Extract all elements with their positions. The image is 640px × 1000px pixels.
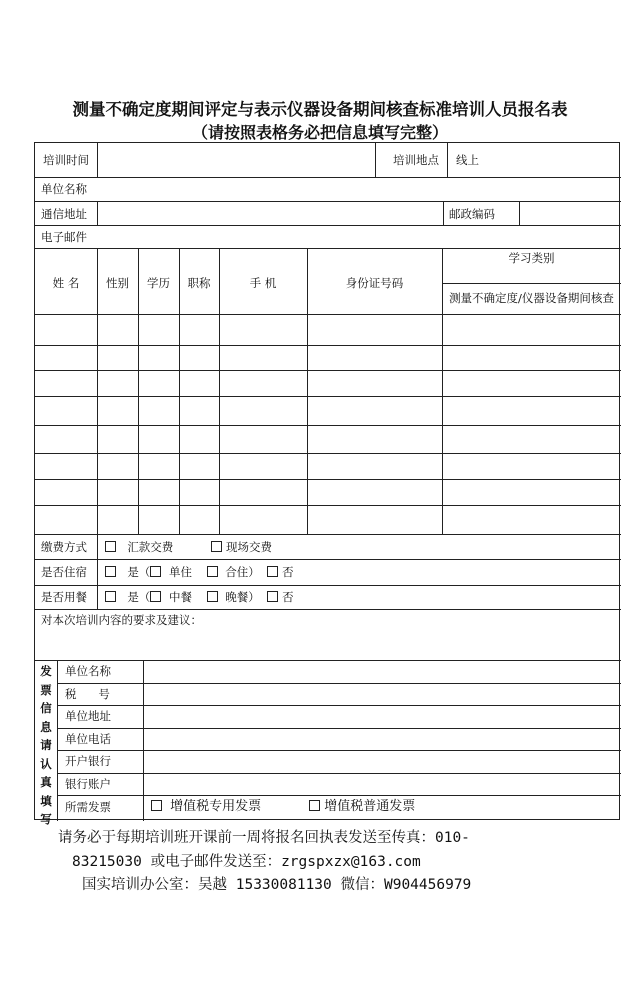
footer-line-1: 请务必于每期培训班开课前一周将报名回执表发送至传真：010-: [58, 830, 470, 846]
unit-name-label: 单位名称: [41, 182, 87, 196]
invoice-special-checkbox[interactable]: [151, 800, 162, 811]
meal-label: 是否用餐: [41, 590, 87, 604]
suggestion-label: 对本次培训内容的要求及建议：: [41, 613, 202, 627]
lodging-shared-label: 合住）: [225, 565, 260, 579]
meal-options: [105, 590, 294, 604]
registration-form: [34, 142, 620, 826]
email-label: 电子邮件: [41, 230, 87, 244]
lodging-yes-checkbox[interactable]: [105, 566, 116, 577]
page-title: 测量不确定度期间评定与表示仪器设备期间核查标准培训人员报名表: [72, 100, 568, 119]
lodging-no-label: 否: [282, 565, 294, 579]
lodging-single-label: 单住: [168, 565, 192, 579]
meal-lunch-checkbox[interactable]: [150, 591, 161, 602]
lodging-no-checkbox[interactable]: [267, 566, 278, 577]
payment-transfer-checkbox[interactable]: [105, 541, 116, 552]
meal-no-checkbox[interactable]: [267, 591, 278, 602]
col-gender: 性别: [106, 276, 129, 290]
invoice-normal-checkbox[interactable]: [309, 800, 320, 811]
invoice-account-label: 银行账户: [65, 777, 111, 791]
meal-dinner-label: 晚餐）: [225, 590, 260, 604]
payment-onsite-checkbox[interactable]: [211, 541, 222, 552]
col-category-sub: 测量不确定度/仪器设备期间核查: [449, 291, 614, 305]
meal-no-label: 否: [282, 590, 294, 604]
invoice-special-label: 增值税专用发票: [170, 799, 262, 814]
invoice-bank-label: 开户银行: [65, 754, 111, 768]
payment-options: [105, 540, 272, 554]
payment-onsite-label: 现场交费: [225, 540, 272, 554]
col-id-number: 身份证号码: [345, 276, 404, 290]
col-title: 职称: [187, 276, 211, 290]
meal-dinner-checkbox[interactable]: [207, 591, 218, 602]
invoice-unit-address-label: 单位地址: [65, 709, 111, 723]
col-category: 学习类别: [508, 251, 555, 265]
lodging-shared-checkbox[interactable]: [207, 566, 218, 577]
postcode-label: 邮政编码: [449, 207, 495, 221]
invoice-normal-label: 增值税普通发票: [324, 799, 416, 814]
meal-yes-label: 是（: [127, 590, 151, 604]
lodging-label: 是否住宿: [41, 565, 87, 579]
invoice-unit-name-label: 单位名称: [65, 664, 111, 678]
training-place-value: 线上: [456, 153, 479, 167]
payment-transfer-label: 汇款交费: [127, 540, 174, 554]
invoice-unit-phone-label: 单位电话: [65, 732, 111, 746]
lodging-options: [105, 565, 294, 579]
payment-label: 缴费方式: [41, 540, 87, 554]
footer-line-3: 国实培训办公室：吴越 15330081130 微信：W904456979: [82, 877, 472, 893]
page-subtitle: （请按照表格务必把信息填写完整）: [191, 123, 448, 142]
invoice-type-label: 所需发票: [65, 800, 111, 814]
meal-yes-checkbox[interactable]: [105, 591, 116, 602]
meal-lunch-label: 中餐: [168, 590, 192, 604]
training-place-label: 培训地点: [393, 153, 439, 167]
address-label: 通信地址: [41, 207, 87, 221]
training-time-label: 培训时间: [43, 153, 89, 167]
lodging-single-checkbox[interactable]: [150, 566, 161, 577]
col-phone: 手 机: [249, 276, 277, 290]
lodging-yes-label: 是（: [127, 565, 151, 579]
footer-line-2: 83215030 或电子邮件发送至：zrgspxzx@163.com: [72, 854, 421, 870]
invoice-side-label: 发 票 信 息 请 认 真 填 写: [40, 664, 52, 826]
col-education: 学历: [147, 276, 170, 290]
col-name: 姓 名: [52, 276, 80, 290]
invoice-type-options: [151, 800, 415, 814]
invoice-tax-number-label: 税 号: [65, 687, 110, 701]
